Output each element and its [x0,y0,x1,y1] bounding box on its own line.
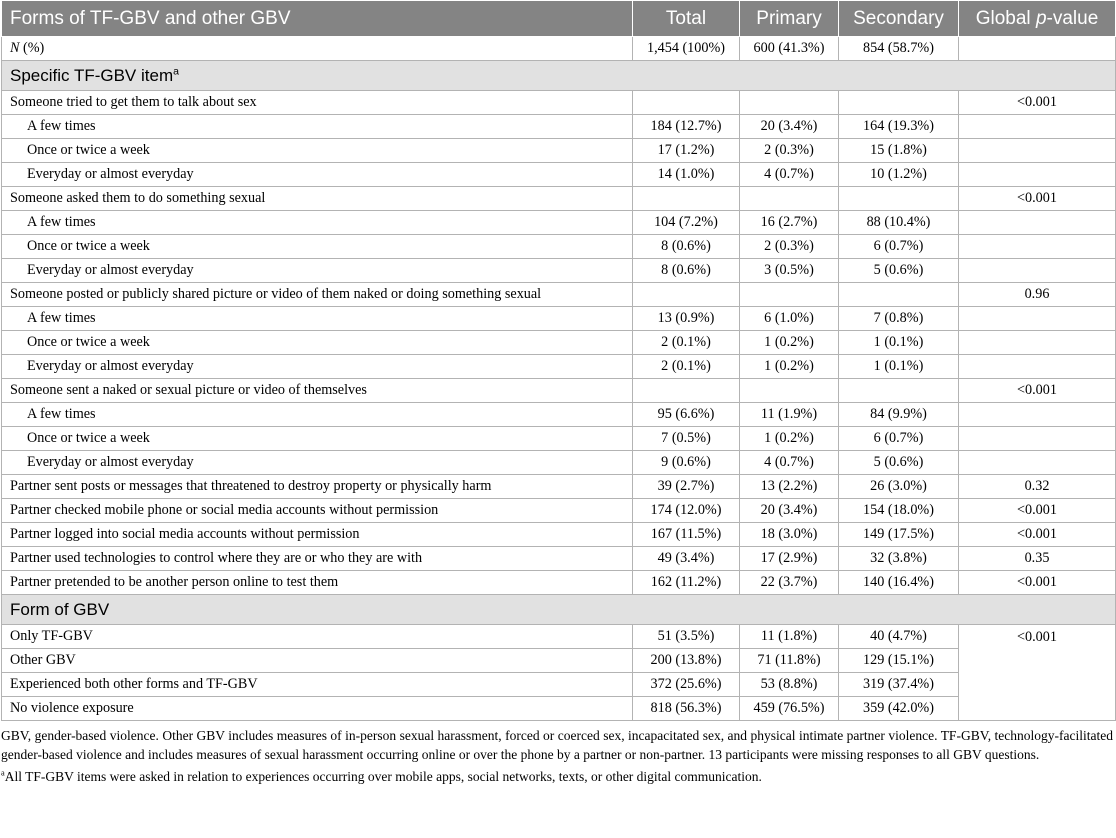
n-p [959,37,1116,61]
row-p-value: <0.001 [959,523,1116,547]
table-row [2,673,1116,697]
table-row [2,499,1116,523]
table-footnotes [0,727,1115,787]
table-row [2,379,1116,403]
row-label: A few times [2,211,633,235]
n-row [2,37,1116,61]
row-primary: 13 (2.2%) [740,475,839,499]
row-secondary: 5 (0.6%) [839,259,959,283]
row-primary [740,187,839,211]
row-secondary: 1 (0.1%) [839,355,959,379]
row-primary: 11 (1.8%) [740,625,839,649]
table-row [2,625,1116,649]
row-primary: 71 (11.8%) [740,649,839,673]
row-label: Someone sent a naked or sexual picture or video of themselves [2,379,633,403]
row-p-value [959,211,1116,235]
row-primary: 3 (0.5%) [740,259,839,283]
row-p-value: <0.001 [959,379,1116,403]
row-primary: 11 (1.9%) [740,403,839,427]
row-secondary: 129 (15.1%) [839,649,959,673]
row-secondary [839,283,959,307]
row-secondary: 88 (10.4%) [839,211,959,235]
row-secondary: 149 (17.5%) [839,523,959,547]
row-label: Partner checked mobile phone or social media accounts without permission [2,499,633,523]
row-primary: 16 (2.7%) [740,211,839,235]
row-p-value: 0.35 [959,547,1116,571]
row-primary: 2 (0.3%) [740,235,839,259]
row-secondary: 15 (1.8%) [839,139,959,163]
row-total: 17 (1.2%) [633,139,740,163]
table-row [2,187,1116,211]
row-secondary: 7 (0.8%) [839,307,959,331]
table-row [2,547,1116,571]
row-total: 14 (1.0%) [633,163,740,187]
header-primary: Primary [740,1,839,37]
row-p-value: <0.001 [959,187,1116,211]
row-secondary: 6 (0.7%) [839,235,959,259]
section-title: Form of GBV [2,595,1116,625]
table-row [2,91,1116,115]
table-row [2,139,1116,163]
row-secondary: 26 (3.0%) [839,475,959,499]
row-primary: 459 (76.5%) [740,697,839,721]
n-label-rest: (%) [19,40,45,56]
row-label: Everyday or almost everyday [2,451,633,475]
table-row [2,697,1116,721]
row-total [633,187,740,211]
table-row [2,115,1116,139]
row-total: 95 (6.6%) [633,403,740,427]
row-total [633,379,740,403]
row-total: 2 (0.1%) [633,355,740,379]
row-p-value: <0.001 [959,499,1116,523]
row-p-value [959,307,1116,331]
row-label: A few times [2,403,633,427]
row-total: 13 (0.9%) [633,307,740,331]
n-primary: 600 (41.3%) [740,37,839,61]
row-p-value [959,163,1116,187]
row-secondary: 5 (0.6%) [839,451,959,475]
row-primary: 18 (3.0%) [740,523,839,547]
row-total: 200 (13.8%) [633,649,740,673]
row-p-value [959,331,1116,355]
row-label: Everyday or almost everyday [2,355,633,379]
row-total: 7 (0.5%) [633,427,740,451]
row-secondary: 84 (9.9%) [839,403,959,427]
table-row [2,649,1116,673]
row-secondary [839,379,959,403]
row-label: A few times [2,307,633,331]
row-secondary: 1 (0.1%) [839,331,959,355]
n-secondary: 854 (58.7%) [839,37,959,61]
row-label: Experienced both other forms and TF-GBV [2,673,633,697]
row-secondary: 40 (4.7%) [839,625,959,649]
row-primary: 1 (0.2%) [740,331,839,355]
section1-title: Specific TF-GBV item [10,65,174,85]
row-secondary: 154 (18.0%) [839,499,959,523]
header-p-prefix: Global [975,7,1036,29]
section1-sup: a [173,64,179,77]
row-total: 162 (11.2%) [633,571,740,595]
table-row [2,331,1116,355]
row-label: Someone asked them to do something sexual [2,187,633,211]
row-total: 372 (25.6%) [633,673,740,697]
table-header-row [2,1,1116,37]
row-total [633,91,740,115]
header-global-p-value [959,1,1116,37]
table-row [2,451,1116,475]
row-primary: 22 (3.7%) [740,571,839,595]
header-p-italic: p [1035,7,1047,29]
table-row [2,403,1116,427]
row-label: Once or twice a week [2,427,633,451]
row-p-value [959,115,1116,139]
form-gbv-p-value: <0.001 [959,625,1116,721]
table-row [2,427,1116,451]
row-label: A few times [2,115,633,139]
row-label: Other GBV [2,649,633,673]
row-primary: 2 (0.3%) [740,139,839,163]
row-p-value [959,355,1116,379]
section-specific-items [2,61,1116,91]
section-title [2,61,1116,91]
row-p-value [959,139,1116,163]
row-primary: 53 (8.8%) [740,673,839,697]
row-primary: 4 (0.7%) [740,163,839,187]
header-p-suffix: -value [1046,7,1099,29]
row-label: Someone posted or publicly shared picture or video of them naked or doing something sexual [2,283,633,307]
row-total: 9 (0.6%) [633,451,740,475]
table-row [2,283,1116,307]
row-primary: 4 (0.7%) [740,451,839,475]
row-label: Everyday or almost everyday [2,259,633,283]
row-primary [740,91,839,115]
row-total: 184 (12.7%) [633,115,740,139]
header-total: Total [633,1,740,37]
row-p-value: <0.001 [959,571,1116,595]
table-row [2,211,1116,235]
row-primary [740,379,839,403]
row-secondary [839,187,959,211]
footnote-a [1,768,1113,787]
row-secondary: 164 (19.3%) [839,115,959,139]
row-label: No violence exposure [2,697,633,721]
row-label: Once or twice a week [2,331,633,355]
row-secondary: 140 (16.4%) [839,571,959,595]
footnote-a-mark: a [1,768,5,778]
row-secondary: 319 (37.4%) [839,673,959,697]
row-total: 174 (12.0%) [633,499,740,523]
n-row-label [2,37,633,61]
row-p-value [959,427,1116,451]
header-forms: Forms of TF-GBV and other GBV [2,1,633,37]
table-row [2,475,1116,499]
row-total: 39 (2.7%) [633,475,740,499]
table-row [2,259,1116,283]
row-p-value [959,403,1116,427]
row-secondary: 359 (42.0%) [839,697,959,721]
row-label: Only TF-GBV [2,625,633,649]
row-total [633,283,740,307]
row-p-value: 0.32 [959,475,1116,499]
row-total: 104 (7.2%) [633,211,740,235]
row-label: Partner logged into social media accounts without permission [2,523,633,547]
row-p-value [959,451,1116,475]
row-primary: 17 (2.9%) [740,547,839,571]
row-primary: 20 (3.4%) [740,115,839,139]
footnote-a-text: All TF-GBV items were asked in relation to experiences occurring over mobile apps, social networks, texts, or other digital communication. [4,769,762,784]
row-label: Partner used technologies to control where they are or who they are with [2,547,633,571]
row-primary: 1 (0.2%) [740,427,839,451]
section-form-of-gbv [2,595,1116,625]
row-total: 49 (3.4%) [633,547,740,571]
table-row [2,571,1116,595]
table-row [2,307,1116,331]
row-primary: 6 (1.0%) [740,307,839,331]
row-p-value: 0.96 [959,283,1116,307]
row-secondary: 6 (0.7%) [839,427,959,451]
row-total: 818 (56.3%) [633,697,740,721]
row-secondary [839,91,959,115]
row-p-value [959,259,1116,283]
footnote-main: GBV, gender-based violence. Other GBV includes measures of in-person sexual harassment, forced or coerced sex, incapacitated sex, and physical intimate partner violence. TF-GBV, technology-facilitated gender-based violence and includes measures of sexual harassment occurring online or over the phone by a partner or non-partner. 13 participants were missing responses to all GBV questions. [1,728,1113,762]
row-label: Partner sent posts or messages that threatened to destroy property or physically harm [2,475,633,499]
row-p-value: <0.001 [959,91,1116,115]
row-label: Someone tried to get them to talk about sex [2,91,633,115]
row-label: Partner pretended to be another person online to test them [2,571,633,595]
n-label-italic: N [10,40,20,56]
row-label: Once or twice a week [2,139,633,163]
row-p-value [959,235,1116,259]
row-total: 51 (3.5%) [633,625,740,649]
row-label: Everyday or almost everyday [2,163,633,187]
table-row [2,523,1116,547]
row-total: 167 (11.5%) [633,523,740,547]
row-label: Once or twice a week [2,235,633,259]
row-primary: 20 (3.4%) [740,499,839,523]
table-row [2,163,1116,187]
gbv-table [1,0,1116,721]
n-total: 1,454 (100%) [633,37,740,61]
row-total: 2 (0.1%) [633,331,740,355]
row-secondary: 32 (3.8%) [839,547,959,571]
row-secondary: 10 (1.2%) [839,163,959,187]
row-total: 8 (0.6%) [633,259,740,283]
table-row [2,355,1116,379]
row-primary: 1 (0.2%) [740,355,839,379]
row-total: 8 (0.6%) [633,235,740,259]
table-row [2,235,1116,259]
row-primary [740,283,839,307]
header-secondary: Secondary [839,1,959,37]
